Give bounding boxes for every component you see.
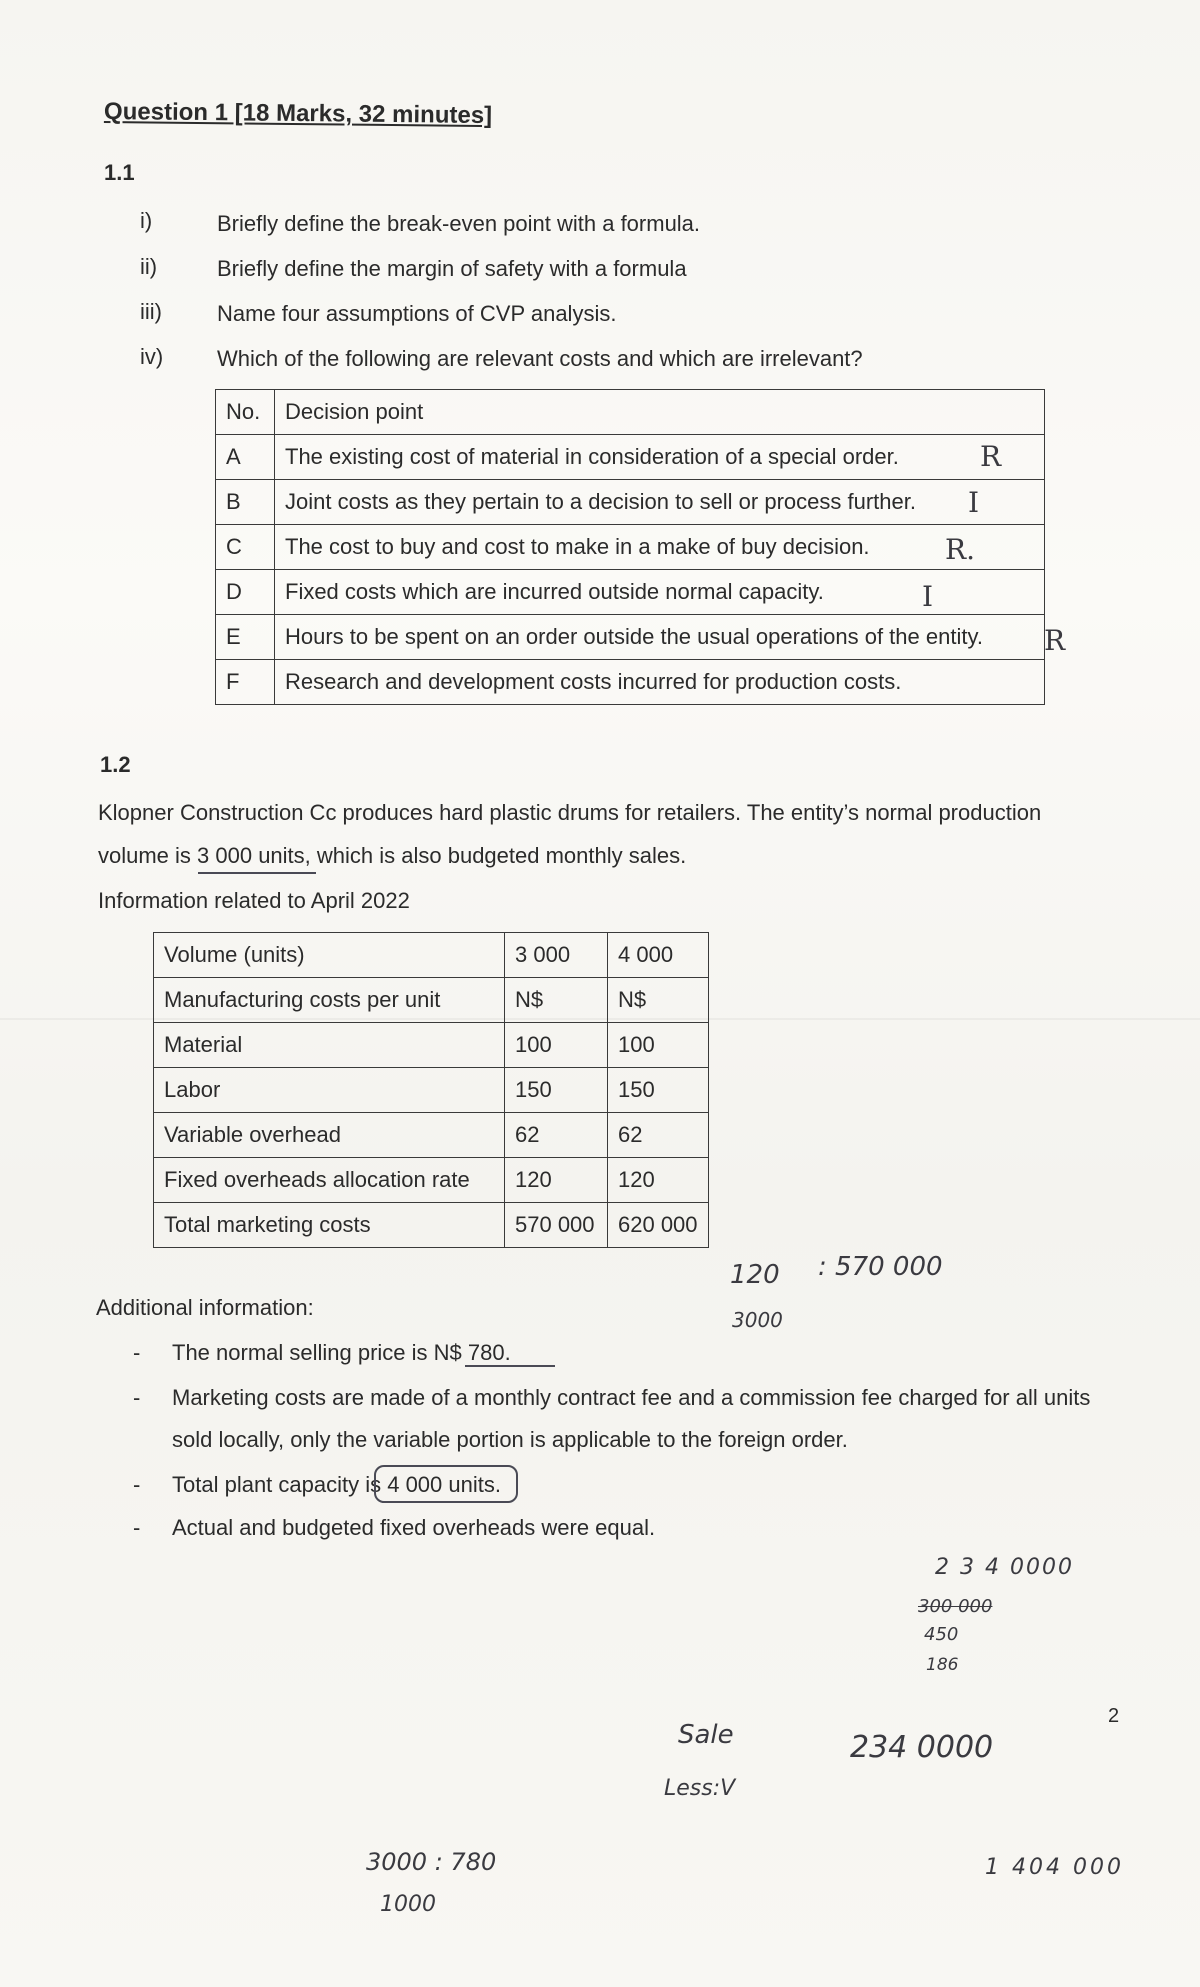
bullet-dash: - xyxy=(133,1385,141,1410)
table-header-row xyxy=(216,390,1045,435)
question-title: Question 1 [18 Marks, 32 minutes] xyxy=(103,98,493,130)
cell: Total marketing costs xyxy=(154,1203,505,1248)
handwritten-underline xyxy=(198,872,316,874)
handwritten-mark: R xyxy=(980,440,1002,473)
cell: Manufacturing costs per unit xyxy=(154,978,505,1023)
item-text: Which of the following are relevant costs and which are irrelevant? xyxy=(217,346,863,371)
handwritten-note: 120 xyxy=(730,1260,780,1290)
item-num: iii) xyxy=(140,299,162,324)
paragraph-line: volume is 3 000 units, which is also budgeted monthly sales. xyxy=(98,843,687,868)
row-text: Joint costs as they pertain to a decision to sell or process further. xyxy=(275,480,1045,525)
bullet-dash: - xyxy=(133,1515,141,1540)
cell: 62 xyxy=(608,1113,709,1158)
handwritten-note: 2 3 4 0000 xyxy=(935,1555,1074,1580)
handwritten-note: : 570 000 xyxy=(818,1252,943,1282)
cell: Labor xyxy=(154,1068,505,1113)
header-cell: Decision point xyxy=(275,390,1045,435)
row-no: F xyxy=(216,660,275,705)
table-row xyxy=(154,1023,709,1068)
bullet-text: The normal selling price is N$ 780. xyxy=(172,1340,511,1365)
additional-heading: Additional information: xyxy=(96,1295,314,1320)
item-text: Briefly define the margin of safety with a formula xyxy=(217,256,687,281)
row-no: C xyxy=(216,525,275,570)
row-text: The existing cost of material in consideration of a special order. xyxy=(275,435,1045,480)
item-text: Name four assumptions of CVP analysis. xyxy=(217,301,617,326)
handwritten-underline xyxy=(465,1365,555,1367)
cell: N$ xyxy=(608,978,709,1023)
table-row xyxy=(154,933,709,978)
table-row xyxy=(154,1068,709,1113)
info-heading: Information related to April 2022 xyxy=(98,888,410,913)
item-num: iv) xyxy=(140,344,164,369)
row-no: A xyxy=(216,435,275,480)
handwritten-note: 1000 xyxy=(380,1892,436,1917)
page-number: 2 xyxy=(1108,1705,1120,1727)
bullet-text: Total plant capacity is 4 000 units. xyxy=(172,1472,501,1497)
header-cell: No. xyxy=(216,390,275,435)
table-row xyxy=(154,1113,709,1158)
bullet-text: Marketing costs are made of a monthly contract fee and a commission fee charged for all units xyxy=(172,1385,1091,1410)
row-no: E xyxy=(216,615,275,660)
handwritten-note: Less:V xyxy=(664,1776,736,1801)
cell: 62 xyxy=(505,1113,608,1158)
table-row xyxy=(154,978,709,1023)
handwritten-note: 300 000 xyxy=(918,1596,993,1617)
bullet-dash: - xyxy=(133,1472,141,1497)
cell: Fixed overheads allocation rate xyxy=(154,1158,505,1203)
section-1-1: 1.1 xyxy=(104,160,135,185)
handwritten-note: 234 0000 xyxy=(850,1730,994,1765)
handwritten-note: 3000 xyxy=(732,1308,783,1332)
handwritten-mark: I xyxy=(968,486,980,519)
table-row xyxy=(216,480,1045,525)
paragraph-line: Klopner Construction Cc produces hard plastic drums for retailers. The entity’s normal production xyxy=(98,800,1042,825)
cell: 620 000 xyxy=(608,1203,709,1248)
table-row xyxy=(216,615,1045,660)
cell: 4 000 xyxy=(608,933,709,978)
cell: 3 000 xyxy=(505,933,608,978)
item-text: Briefly define the break-even point with a formula. xyxy=(217,211,701,236)
cell: Variable overhead xyxy=(154,1113,505,1158)
table-row xyxy=(216,435,1045,480)
item-num: ii) xyxy=(140,254,158,279)
cell: 100 xyxy=(608,1023,709,1068)
cell: 120 xyxy=(505,1158,608,1203)
bullet-text: sold locally, only the variable portion is applicable to the foreign order. xyxy=(172,1427,848,1452)
decision-table xyxy=(215,389,1045,705)
handwritten-note: Sale xyxy=(678,1720,734,1750)
handwritten-note: 450 xyxy=(924,1624,959,1645)
row-text: The cost to buy and cost to make in a make of buy decision. xyxy=(275,525,1045,570)
row-no: D xyxy=(216,570,275,615)
cell: 570 000 xyxy=(505,1203,608,1248)
handwritten-note: 186 xyxy=(926,1655,959,1675)
cost-table xyxy=(153,932,709,1248)
row-text: Fixed costs which are incurred outside normal capacity. xyxy=(275,570,1045,615)
table-row xyxy=(216,525,1045,570)
cell: Volume (units) xyxy=(154,933,505,978)
cell: 100 xyxy=(505,1023,608,1068)
cell: 120 xyxy=(608,1158,709,1203)
bullet-text: Actual and budgeted fixed overheads were equal. xyxy=(172,1515,656,1540)
table-row xyxy=(216,660,1045,705)
cell: 150 xyxy=(608,1068,709,1113)
row-text: Research and development costs incurred for production costs. xyxy=(275,660,1045,705)
handwritten-mark: I xyxy=(922,580,934,613)
bullet-dash: - xyxy=(133,1340,141,1365)
section-1-2: 1.2 xyxy=(100,752,131,777)
item-num: i) xyxy=(140,208,153,233)
handwritten-mark: R xyxy=(1044,624,1066,657)
cell: N$ xyxy=(505,978,608,1023)
row-text: Hours to be spent on an order outside the usual operations of the entity. xyxy=(275,615,1045,660)
table-row xyxy=(154,1158,709,1203)
handwritten-mark: R. xyxy=(945,533,975,566)
row-no: B xyxy=(216,480,275,525)
handwritten-note: 1 404 000 xyxy=(985,1855,1124,1880)
cell: 150 xyxy=(505,1068,608,1113)
cell: Material xyxy=(154,1023,505,1068)
handwritten-note: 3000 : 780 xyxy=(366,1848,497,1876)
table-row xyxy=(216,570,1045,615)
handwritten-circle xyxy=(374,1465,518,1503)
table-row xyxy=(154,1203,709,1248)
